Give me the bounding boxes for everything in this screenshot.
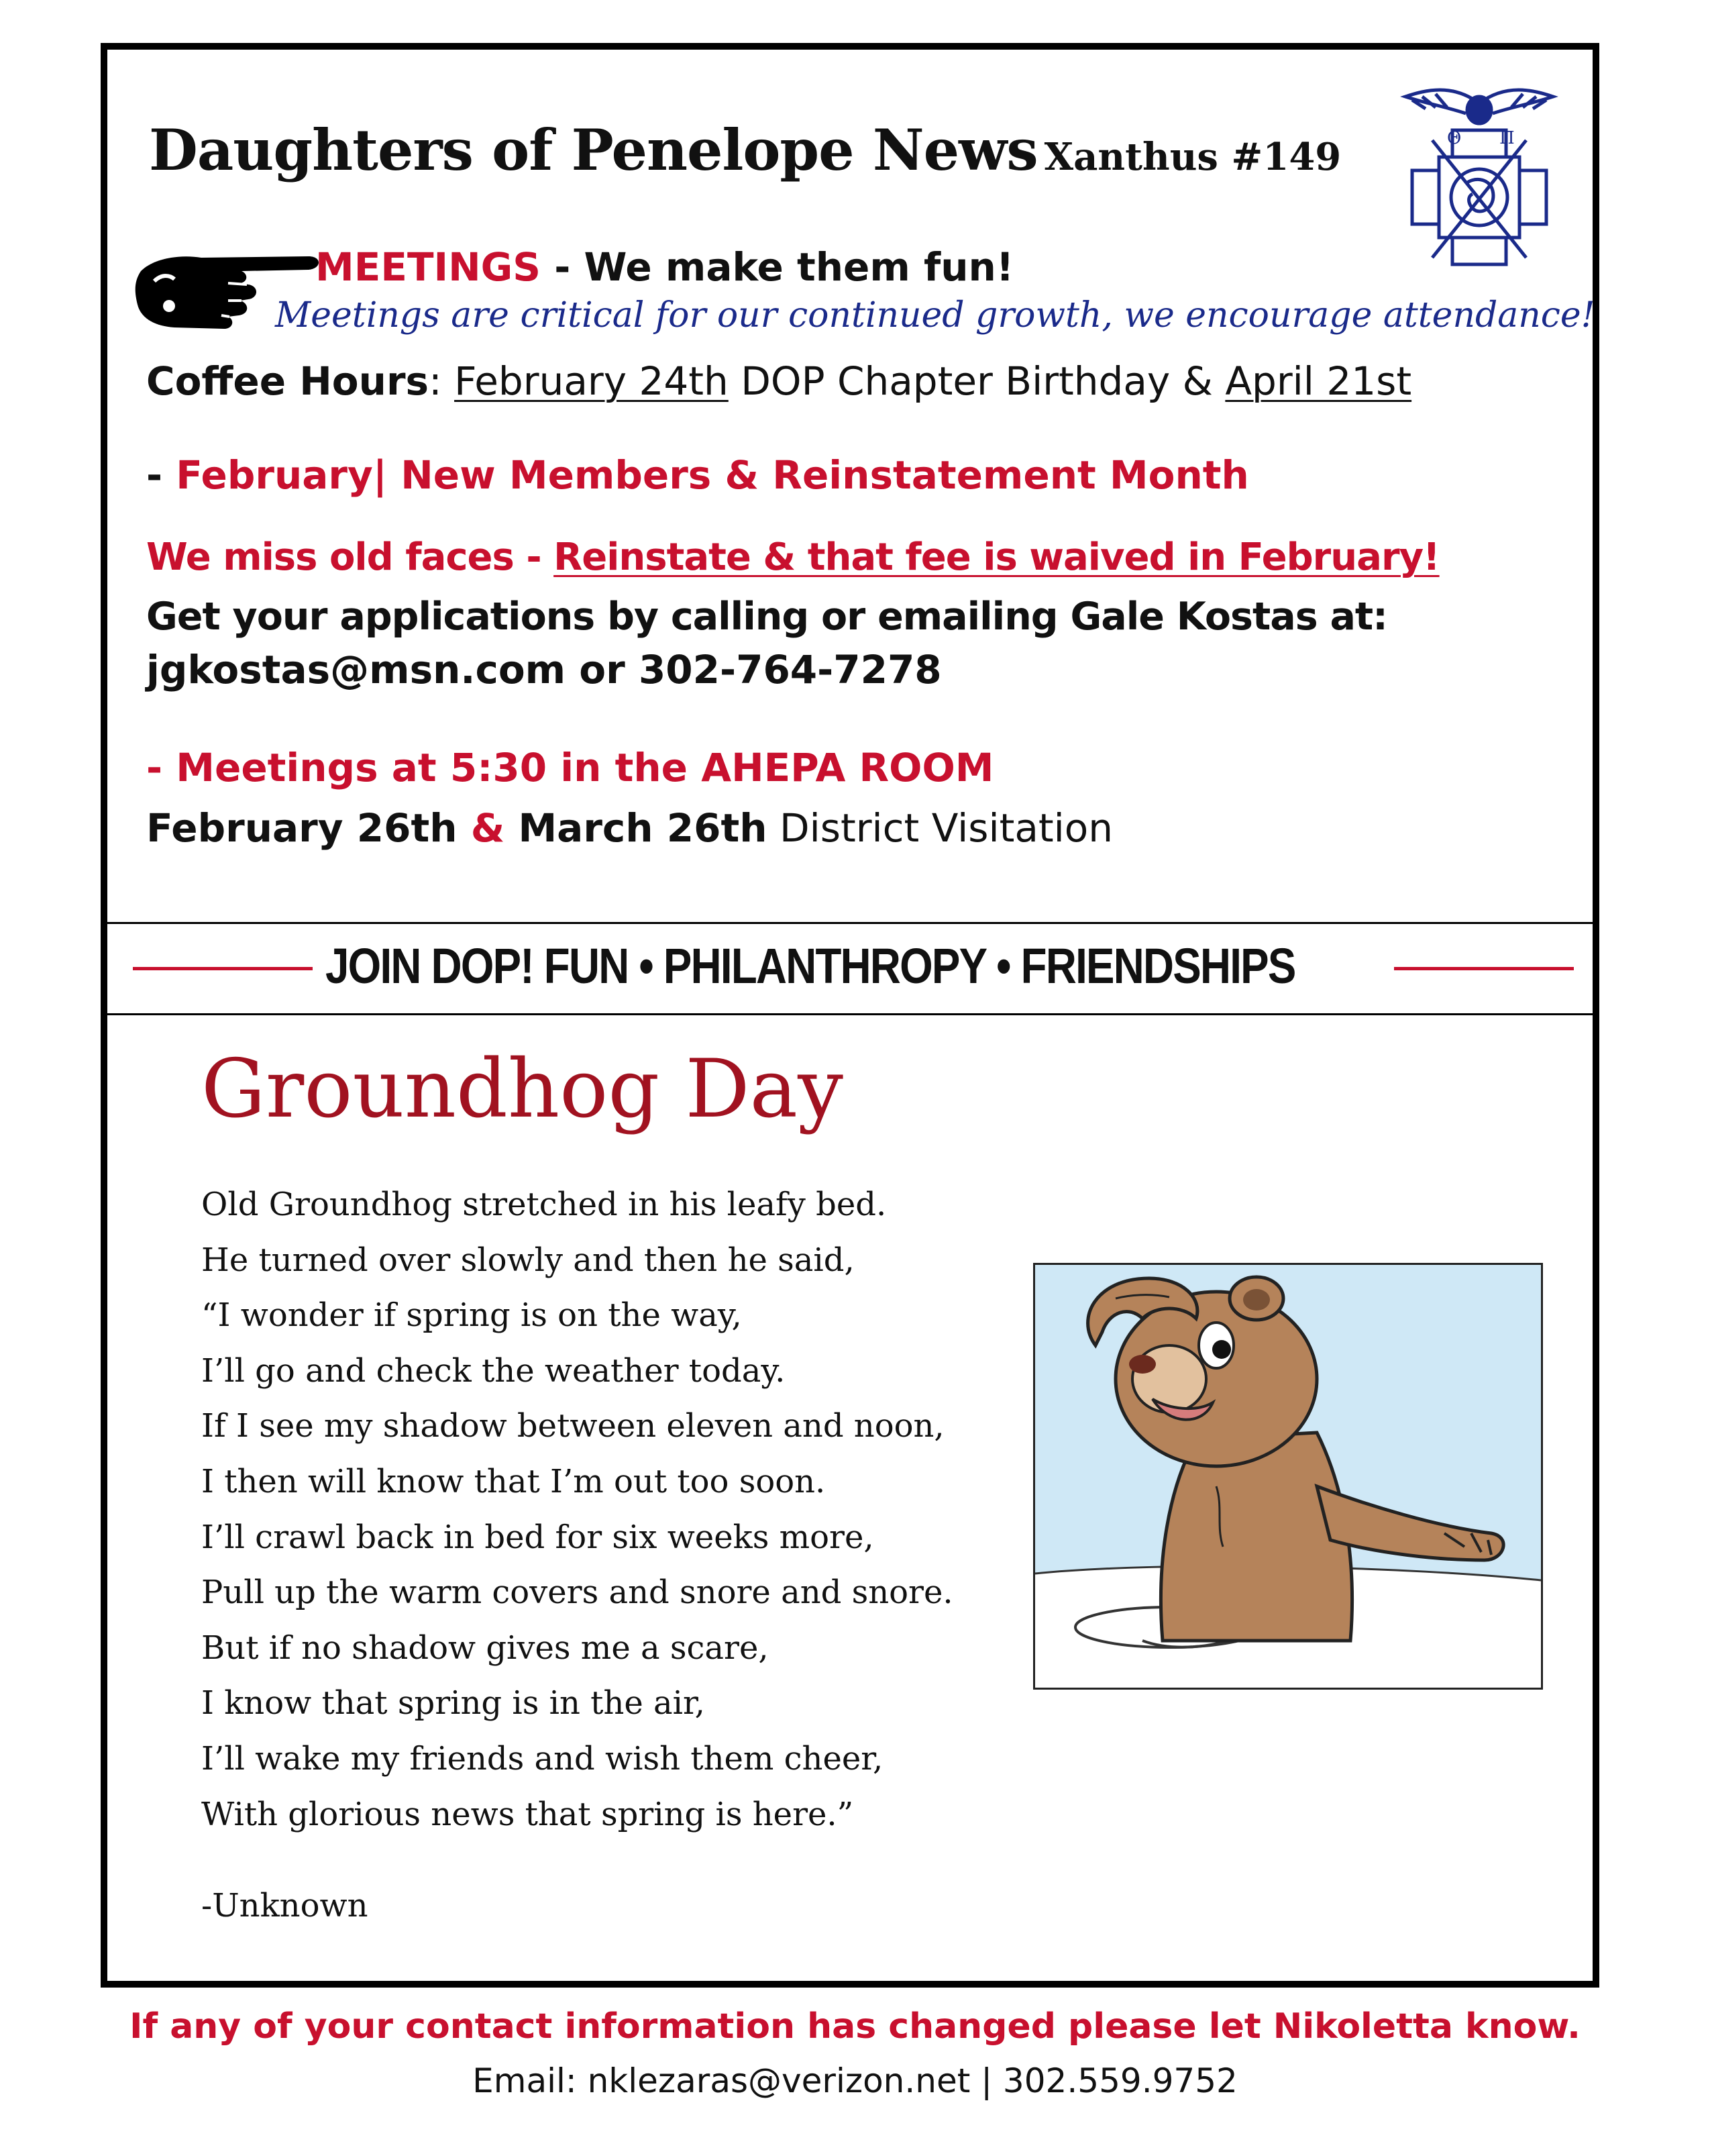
reinstate-line: We miss old faces - Reinstate & that fee is waived in February! bbox=[146, 535, 1440, 579]
poem-line: I’ll go and check the weather today. bbox=[201, 1351, 786, 1390]
meeting-date-2: March 26th bbox=[518, 805, 767, 851]
groundhog-illustration bbox=[1033, 1263, 1543, 1690]
poem-line: Old Groundhog stretched in his leafy bed. bbox=[201, 1186, 887, 1223]
meetings-tagline: - We make them fun! bbox=[541, 244, 1014, 290]
join-rule-right bbox=[1394, 967, 1574, 970]
poem-title: Groundhog Day bbox=[201, 1043, 843, 1136]
poem-line: With glorious news that spring is here.” bbox=[201, 1795, 854, 1833]
february-month-line: - February| New Members & Reinstatement Month bbox=[146, 452, 1249, 498]
join-rule-left bbox=[133, 967, 313, 970]
dop-emblem-icon bbox=[1399, 76, 1560, 278]
poem-line: I know that spring is in the air, bbox=[201, 1684, 705, 1723]
coffee-label: Coffee Hours bbox=[146, 358, 429, 404]
groundhog-icon bbox=[1035, 1265, 1541, 1688]
meeting-dates: February 26th & March 26th District Visitation bbox=[146, 805, 1113, 851]
poem-line: Pull up the warm covers and snore and snore. bbox=[201, 1574, 953, 1612]
emblem-pi: Π bbox=[1499, 128, 1515, 148]
newsletter-title: Daughters of Penelope News Xanthus #149 bbox=[149, 117, 1342, 183]
footer-notice: If any of your contact information has changed please let Nikoletta know. bbox=[129, 2006, 1581, 2047]
join-banner bbox=[107, 924, 1593, 1013]
coffee-date-1: February 24th bbox=[454, 358, 729, 404]
meetings-label: MEETINGS bbox=[315, 244, 541, 290]
poem-line: I then will know that I’m out too soon. bbox=[201, 1462, 826, 1500]
reinstate-offer: Reinstate & that fee is waived in February! bbox=[553, 535, 1440, 579]
meetings-note: Meetings are critical for our continued growth, we encourage attendance! bbox=[275, 295, 1595, 336]
poem-author: -Unknown bbox=[201, 1887, 368, 1924]
poem-line: If I see my shadow between eleven and noon, bbox=[201, 1407, 945, 1445]
coffee-hours: Coffee Hours: February 24th DOP Chapter Birthday & April 21st bbox=[146, 358, 1412, 404]
poem-line: “I wonder if spring is on the way, bbox=[201, 1296, 742, 1335]
emblem-theta: Θ bbox=[1447, 128, 1462, 148]
poem-line: He turned over slowly and then he said, bbox=[201, 1241, 855, 1279]
footer-contact: Email: nklezaras@verizon.net | 302.559.9752 bbox=[472, 2061, 1238, 2100]
poem-line: But if no shadow gives me a scare, bbox=[201, 1629, 769, 1667]
chapter-name: Xanthus #149 bbox=[1044, 135, 1342, 179]
meeting-date-1: February 26th bbox=[146, 805, 458, 851]
newsletter-frame bbox=[101, 43, 1599, 1988]
poem-line: I’ll crawl back in bed for six weeks more, bbox=[201, 1518, 874, 1556]
divider-bottom bbox=[107, 1013, 1593, 1015]
poem-body bbox=[201, 1177, 953, 1842]
february-month-text: February| New Members & Reinstatement Month bbox=[176, 452, 1249, 498]
applications-line: Get your applications by calling or emailing Gale Kostas at: bbox=[146, 595, 1387, 639]
applications-contact: jgkostas@msn.com or 302-764-7278 bbox=[146, 647, 942, 692]
meetings-headline bbox=[315, 244, 1014, 290]
join-banner-text: JOIN DOP! FUN • PHILANTHROPY • FRIENDSHIPS bbox=[325, 938, 1295, 994]
meeting-time-line: - Meetings at 5:30 in the AHEPA ROOM bbox=[146, 745, 994, 790]
poem-line: I’ll wake my friends and wish them cheer, bbox=[201, 1739, 884, 1778]
coffee-date-2: April 21st bbox=[1225, 358, 1412, 404]
